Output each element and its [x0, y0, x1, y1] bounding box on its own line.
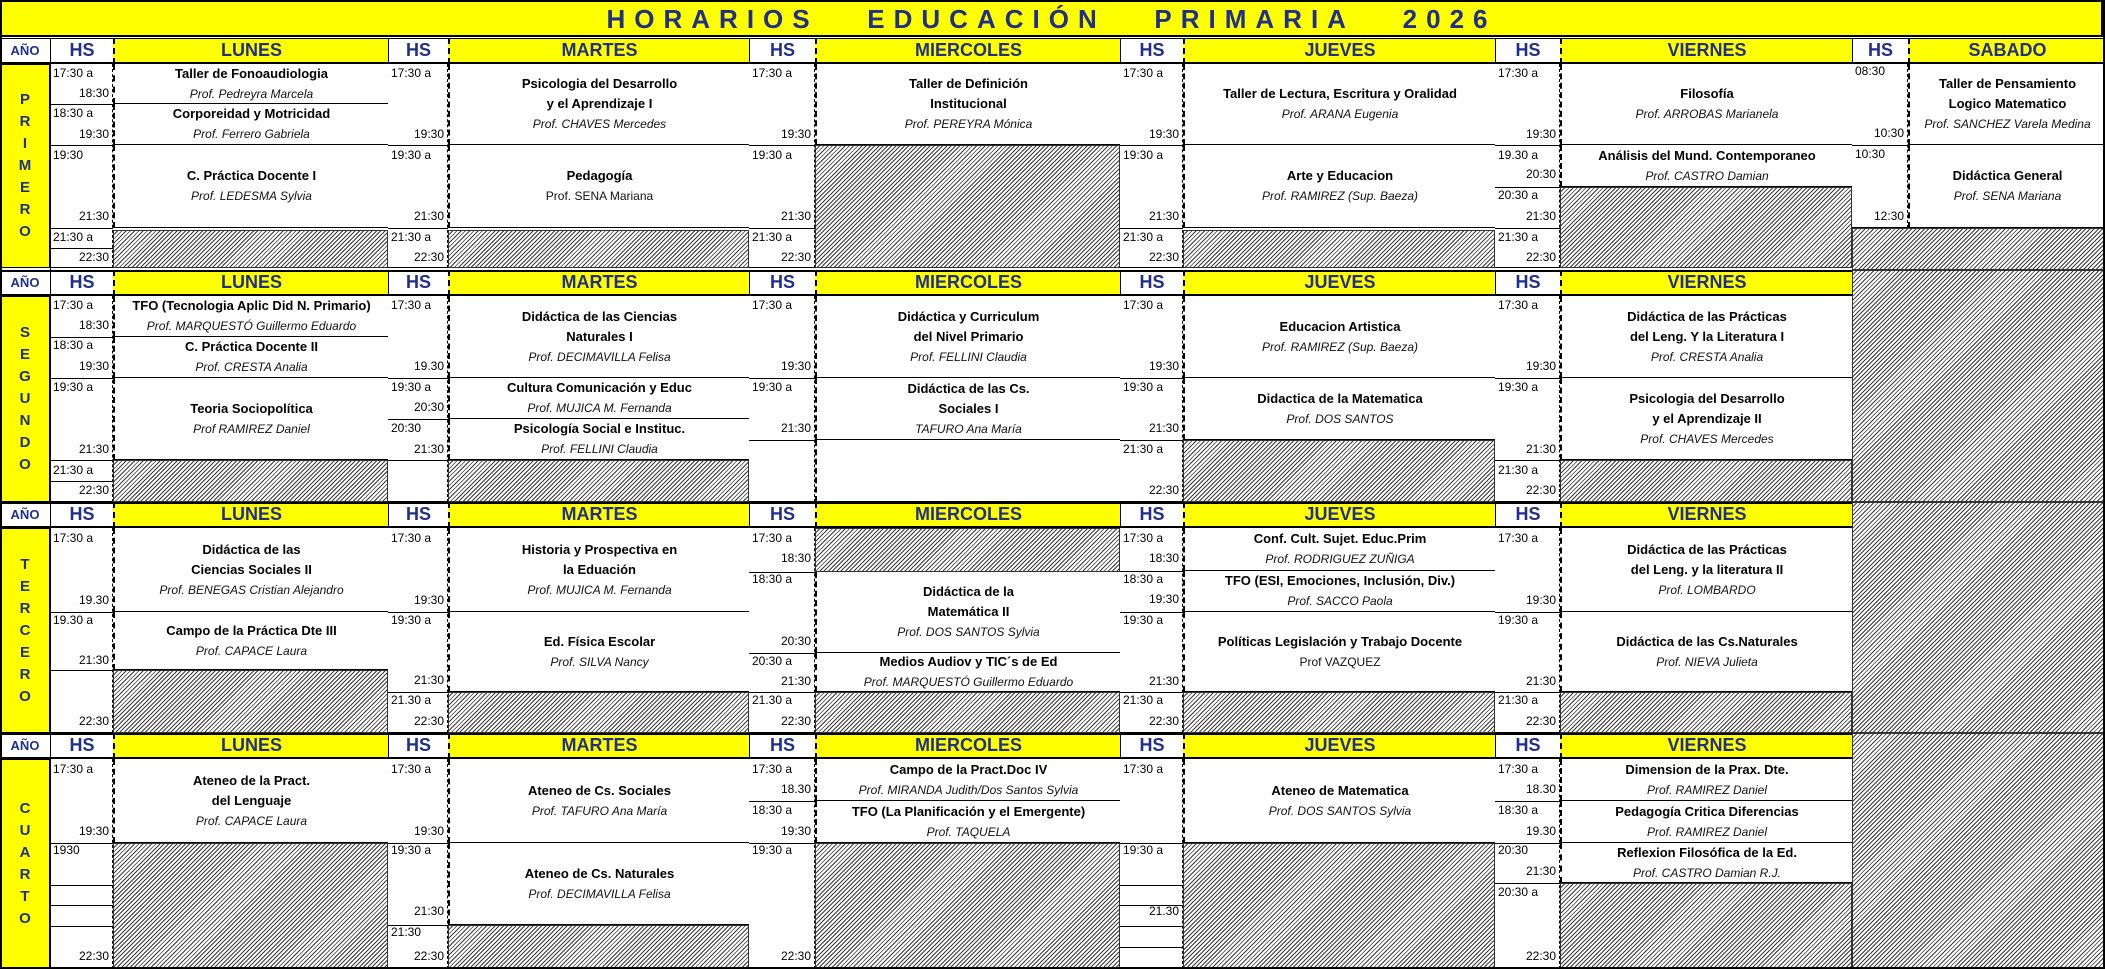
- teacher-name: Prof. RAMIREZ Daniel: [1646, 824, 1768, 839]
- time-label: 22:30: [78, 483, 109, 497]
- time-label: 17:30 a: [1123, 66, 1164, 80]
- teacher-name: Prof. PEREYRA Mónica: [904, 117, 1033, 131]
- subject-name: Educacion Artistica: [1279, 318, 1401, 334]
- day-header-viernes: VIERNES: [1560, 502, 1852, 528]
- subject-name: Historia y Prospectiva en: [521, 541, 678, 557]
- time-label: 22:30: [1148, 250, 1179, 264]
- block-separator: [0, 733, 1852, 735]
- subject-name: Filosofía: [1680, 86, 1734, 101]
- teacher-name: Prof. RAMIREZ (Sup. Baeza): [1261, 339, 1419, 354]
- teacher-name: Prof. NIEVA Julieta: [1656, 654, 1758, 669]
- teacher-name: Prof. CHAVES Mercedes: [532, 117, 667, 131]
- time-label: 18:30 a: [1498, 803, 1539, 817]
- day-header-martes: MARTES: [448, 733, 749, 759]
- teacher-name: Prof. RAMIREZ (Sup. Baeza): [1261, 189, 1419, 203]
- time-label: 19:30 a: [391, 380, 432, 394]
- hs-header: HS: [50, 733, 113, 759]
- time-label: 19:30 a: [391, 613, 432, 627]
- time-label: 22:30: [1525, 250, 1556, 264]
- time-label: 19:30 a: [53, 380, 94, 394]
- time-label: 21:30: [78, 209, 109, 223]
- teacher-name: Prof. CAPACE Laura: [195, 643, 308, 658]
- time-label: 17:30 a: [53, 531, 94, 545]
- time-label: 18:30 a: [53, 338, 94, 352]
- day-header-viernes: VIERNES: [1560, 38, 1852, 64]
- time-label: 17:30 a: [752, 66, 793, 80]
- subject-name: Didáctica de las Prácticas: [1627, 308, 1787, 324]
- hs-header: HS: [749, 270, 815, 296]
- time-label: 19:30 a: [752, 380, 793, 394]
- time-label: 21:30 a: [1498, 463, 1539, 477]
- day-header-jueves: JUEVES: [1183, 733, 1495, 759]
- time-label: 21:30: [78, 653, 109, 667]
- time-label: 22:30: [780, 250, 811, 264]
- teacher-name: Prof. ARANA Eugenia: [1281, 107, 1399, 121]
- time-label: 18:30: [78, 318, 109, 332]
- time-label: 19:30: [78, 359, 109, 373]
- time-label: 21:30: [1148, 209, 1179, 223]
- time-label: 19:30: [78, 824, 109, 838]
- day-header-miercoles: MIERCOLES: [815, 502, 1120, 528]
- time-label: 22:30: [1525, 714, 1556, 728]
- teacher-name: Prof. FELLINI Claudia: [910, 349, 1027, 364]
- time-label: 17:30 a: [391, 66, 432, 80]
- subject-name: Ateneo de la Pract.: [192, 772, 311, 788]
- time-label: 17:30 a: [53, 298, 94, 312]
- time-label: 21:30: [780, 209, 811, 223]
- time-label: 21:30 a: [1498, 230, 1539, 244]
- time-label: 20:30: [1498, 843, 1529, 857]
- subject-name: Cultura Comunicación y Educ: [507, 380, 692, 395]
- time-label: 18:30: [78, 86, 109, 100]
- teacher-name: Prof. LOMBARDO: [1658, 582, 1756, 597]
- teacher-name: Prof. CASTRO Damian R.J.: [1632, 865, 1782, 880]
- hs-header: HS: [749, 38, 815, 64]
- teacher-name: Prof. Ferrero Gabriela: [193, 127, 310, 141]
- time-label: 21:30 a: [391, 230, 432, 244]
- time-label: 19:30: [413, 593, 444, 607]
- hs-header: HS: [1852, 38, 1908, 64]
- time-label: 19:30: [413, 127, 444, 141]
- teacher-name: Prof. SENA Mariana: [545, 189, 654, 203]
- subject-name: TFO (Tecnologia Aplic Did N. Primario): [132, 298, 371, 313]
- time-label: 17:30 a: [391, 762, 432, 776]
- subject-name: Taller de Definición: [909, 76, 1028, 91]
- time-label: 19:30 a: [1123, 843, 1164, 857]
- time-label: 19:30: [780, 359, 811, 373]
- time-label: 18.30: [780, 782, 811, 796]
- hs-header: HS: [388, 270, 448, 296]
- subject-name: Sociales I: [938, 400, 999, 416]
- day-header-jueves: JUEVES: [1183, 502, 1495, 528]
- time-label: 21:30: [780, 421, 811, 435]
- hs-header: HS: [1120, 733, 1183, 759]
- time-label: 21:30: [413, 209, 444, 223]
- time-label: 18:30 a: [53, 106, 94, 120]
- time-label: 12:30: [1873, 209, 1904, 223]
- teacher-name: TAFURO Ana María: [915, 421, 1022, 436]
- teacher-name: Prof. TAFURO Ana María: [531, 803, 668, 818]
- time-label: 19:30 a: [1123, 148, 1164, 162]
- day-header-viernes: VIERNES: [1560, 733, 1852, 759]
- hs-header: HS: [388, 38, 448, 64]
- day-header-martes: MARTES: [448, 38, 749, 64]
- time-label: 18:30 a: [752, 572, 793, 586]
- teacher-name: Prof. DOS SANTOS Sylvia: [1268, 803, 1412, 818]
- time-label: 20:30: [780, 634, 811, 648]
- time-label: 20:30 a: [752, 654, 793, 668]
- ano-header: AÑO: [0, 38, 50, 64]
- day-header-viernes: VIERNES: [1560, 270, 1852, 296]
- time-label: 18.30: [1525, 782, 1556, 796]
- subject-name: Taller de Fonoaudiologia: [175, 65, 328, 81]
- time-label: 19:30: [780, 127, 811, 141]
- day-header-lunes: LUNES: [113, 38, 388, 64]
- subject-name: Teoria Sociopolítica: [190, 400, 313, 416]
- hs-header: HS: [1120, 38, 1183, 64]
- time-label: 22:30: [1525, 949, 1556, 963]
- subject-name: del Nivel Primario: [913, 328, 1024, 344]
- time-label: 19:30: [413, 824, 444, 838]
- time-label: 21:30: [78, 442, 109, 456]
- teacher-name: Prof. DOS SANTOS Sylvia: [897, 625, 1040, 639]
- subject-name: Taller de Lectura, Escritura y Oralidad: [1223, 86, 1457, 101]
- subject-name: Taller de Pensamiento: [1938, 76, 2077, 91]
- subject-name: Dimension de la Prax. Dte.: [1625, 761, 1789, 777]
- subject-name: Ateneo de Matematica: [1271, 782, 1409, 798]
- time-label: 21:30: [413, 904, 444, 918]
- block-separator: [0, 270, 1852, 272]
- time-label: 21:30: [1148, 421, 1179, 435]
- time-label: 17:30 a: [1123, 762, 1164, 776]
- teacher-name: Prof. LEDESMA Sylvia: [191, 189, 312, 203]
- subject-name: Análisis del Mund. Contemporaneo: [1598, 147, 1816, 163]
- time-label: 21:30: [1525, 864, 1556, 878]
- subject-name: Logico Matematico: [1948, 96, 2067, 111]
- time-label: 20:30 a: [1498, 188, 1539, 202]
- time-label: 21:30: [1525, 209, 1556, 223]
- teacher-name: Prof. RAMIREZ Daniel: [1646, 782, 1768, 797]
- time-label: 20:30: [1525, 167, 1556, 181]
- day-header-miercoles: MIERCOLES: [815, 270, 1120, 296]
- time-label: 21:30 a: [752, 230, 793, 244]
- time-label: 08:30: [1855, 64, 1886, 78]
- time-label: 21:30: [780, 674, 811, 688]
- teacher-name: Prof. CRESTA Analia: [195, 360, 308, 374]
- teacher-name: Prof. SENA Mariana: [1953, 189, 2062, 203]
- time-label: 19:30 a: [1123, 613, 1164, 627]
- time-label: 21:30 a: [1123, 693, 1164, 707]
- time-label: 21:30 a: [1498, 693, 1539, 707]
- subject-name: Psicologia del Desarrollo: [521, 76, 678, 91]
- ano-header: AÑO: [0, 733, 50, 759]
- subject-name: TFO (La Planificación y el Emergente): [851, 803, 1086, 819]
- hs-header: HS: [1120, 502, 1183, 528]
- time-label: 22:30: [1148, 714, 1179, 728]
- day-header-martes: MARTES: [448, 502, 749, 528]
- teacher-name: Prof. DOS SANTOS: [1286, 411, 1394, 426]
- time-label: 18:30: [780, 551, 811, 565]
- time-label: 22:30: [78, 949, 109, 963]
- time-label: 17:30 a: [752, 298, 793, 312]
- time-label: 19:30 a: [752, 843, 793, 857]
- time-label: 21:30: [413, 673, 444, 687]
- time-label: 17:30 a: [1123, 531, 1164, 545]
- time-label: 19:30 a: [391, 148, 432, 162]
- time-label: 19:30: [1148, 359, 1179, 373]
- time-label: 17:30 a: [1123, 298, 1164, 312]
- teacher-name: Prof. MARQUESTÓ Guillermo Eduardo: [863, 675, 1074, 689]
- subject-name: Psicología Social e Instituc.: [513, 421, 686, 436]
- time-label: 17:30 a: [391, 531, 432, 545]
- teacher-name: Prof. CHAVES Mercedes: [1640, 431, 1774, 446]
- subject-name: Didáctica de las Cs.Naturales: [1616, 633, 1798, 649]
- time-label: 22:30: [1148, 483, 1179, 497]
- subject-name: Arte y Educacion: [1286, 168, 1394, 183]
- subject-name: Reflexion Filosófica de la Ed.: [1617, 844, 1797, 860]
- subject-name: Didáctica de las: [202, 541, 301, 557]
- day-header-jueves: JUEVES: [1183, 38, 1495, 64]
- subject-name: Didáctica de las Ciencias: [521, 308, 678, 324]
- teacher-name: Prof. RODRIGUEZ ZUÑIGA: [1265, 552, 1415, 566]
- year-label-tercero: T E R C E R O: [0, 528, 50, 733]
- time-label: 19:30: [1525, 593, 1556, 607]
- page-title: HORARIOS EDUCACIÓN PRIMARIA 2026: [0, 0, 2103, 37]
- teacher-name: Prof. MARQUESTÓ Guillermo Eduardo: [146, 319, 357, 333]
- subject-name: Políticas Legislación y Trabajo Docente: [1217, 633, 1463, 649]
- time-label: 19:30 a: [1123, 380, 1164, 394]
- time-label: 17:30 a: [1498, 762, 1539, 776]
- time-label: 21.30: [1148, 904, 1179, 918]
- time-label: 21.30 a: [391, 693, 432, 707]
- teacher-name: Prof. MUJICA M. Fernanda: [527, 582, 672, 597]
- time-label: 19:30: [1148, 592, 1179, 606]
- teacher-name: Prof. TAQUELA: [926, 824, 1011, 839]
- time-label: 20:30 a: [1498, 885, 1539, 899]
- teacher-name: Prof. DECIMAVILLA Felisa: [528, 349, 671, 364]
- time-label: 19:30 a: [1498, 613, 1539, 627]
- time-label: 21:30 a: [53, 230, 94, 244]
- subject-name: Campo de la Práctica Dte III: [166, 622, 337, 638]
- subject-name: Pedagogía Critica Diferencias: [1615, 803, 1799, 819]
- hs-header: HS: [50, 38, 113, 64]
- subject-name: Ciencias Sociales II: [191, 561, 312, 577]
- hs-header: HS: [1495, 270, 1560, 296]
- day-header-miercoles: MIERCOLES: [815, 733, 1120, 759]
- subject-name: Didactica de la Matematica: [1257, 390, 1423, 406]
- hs-header: HS: [50, 502, 113, 528]
- time-label: 21:30 a: [53, 463, 94, 477]
- time-label: 19.30: [413, 359, 444, 373]
- subject-name: Ateneo de Cs. Naturales: [524, 865, 675, 881]
- subject-name: C. Práctica Docente II: [185, 339, 318, 354]
- time-label: 20:30: [391, 421, 422, 435]
- subject-name: y el Aprendizaje I: [546, 96, 653, 111]
- time-label: 19:30 a: [1498, 380, 1539, 394]
- teacher-name: Prof. DECIMAVILLA Felisa: [528, 886, 671, 901]
- subject-name: Pedagogía: [566, 168, 633, 183]
- year-label-segundo: S E G U N D O: [0, 296, 50, 502]
- subject-name: Didáctica de las Prácticas: [1627, 541, 1787, 557]
- time-label: 18:30 a: [752, 803, 793, 817]
- time-label: 21:30: [1525, 442, 1556, 456]
- subject-name: del Leng. y la literatura II: [1630, 561, 1784, 577]
- hs-header: HS: [388, 502, 448, 528]
- time-label: 17:30 a: [1498, 66, 1539, 80]
- time-label: 17:30 a: [53, 762, 94, 776]
- day-header-lunes: LUNES: [113, 502, 388, 528]
- teacher-name: Prof RAMIREZ Daniel: [193, 421, 310, 436]
- time-label: 21:30 a: [1123, 230, 1164, 244]
- time-label: 22:30: [413, 949, 444, 963]
- subject-name: Didáctica y Curriculum: [897, 308, 1040, 324]
- time-label: 19:30: [1525, 127, 1556, 141]
- teacher-name: Prof. Pedreyra Marcela: [189, 86, 314, 101]
- time-label: 17:30 a: [391, 298, 432, 312]
- teacher-name: Prof. MIRANDA Judith/Dos Santos Sylvia: [858, 782, 1079, 797]
- subject-name: del Leng. Y la Literatura I: [1629, 328, 1785, 344]
- ano-header: AÑO: [0, 270, 50, 296]
- teacher-name: Prof. FELLINI Claudia: [541, 442, 658, 456]
- time-label: 18:30 a: [1123, 572, 1164, 586]
- time-label: 21:30: [413, 442, 444, 456]
- time-label: 10:30: [1855, 147, 1886, 161]
- teacher-name: Prof. MUJICA M. Fernanda: [527, 401, 672, 415]
- time-label: 19:30: [78, 127, 109, 141]
- time-label: 17:30 a: [752, 531, 793, 545]
- hs-header: HS: [749, 502, 815, 528]
- teacher-name: Prof. CASTRO Damian: [1645, 168, 1769, 183]
- time-label: 21:30: [1148, 674, 1179, 688]
- time-label: 17:30 a: [1498, 531, 1539, 545]
- time-label: 22:30: [413, 714, 444, 728]
- subject-name: Psicologia del Desarrollo: [1629, 390, 1785, 406]
- time-label: 19.30 a: [1498, 148, 1539, 162]
- time-label: 17:30 a: [752, 762, 793, 776]
- subject-name: Ed. Física Escolar: [543, 633, 656, 649]
- time-label: 20:30: [413, 400, 444, 414]
- teacher-name: Prof. ARROBAS Marianela: [1635, 107, 1779, 121]
- subject-name: Conf. Cult. Sujet. Educ.Prim: [1253, 531, 1427, 546]
- time-label: 19:30 a: [752, 148, 793, 162]
- time-label: 10:30: [1873, 126, 1904, 140]
- day-header-sabado: SABADO: [1908, 38, 2105, 64]
- day-header-lunes: LUNES: [113, 270, 388, 296]
- subject-name: Campo de la Pract.Doc IV: [889, 761, 1048, 777]
- time-label: 21:30: [1525, 674, 1556, 688]
- subject-name: Matemática II: [927, 604, 1010, 619]
- hs-header: HS: [50, 270, 113, 296]
- time-label: 1930: [53, 843, 80, 857]
- time-label: 21:30: [391, 925, 422, 939]
- subject-name: Medios Audiov y TIC´s de Ed: [879, 654, 1058, 669]
- teacher-name: Prof. SILVA Nancy: [550, 654, 649, 669]
- subject-name: Corporeidad y Motricidad: [172, 106, 331, 121]
- day-header-jueves: JUEVES: [1183, 270, 1495, 296]
- time-label: 19.30 a: [53, 613, 94, 627]
- year-label-primero: P R I M E R O: [0, 64, 50, 268]
- teacher-name: Prof VAZQUEZ: [1299, 654, 1381, 669]
- subject-name: C. Práctica Docente I: [186, 168, 317, 183]
- subject-name: del Lenguaje: [211, 792, 292, 808]
- time-label: 19:30: [1148, 127, 1179, 141]
- hs-header: HS: [1495, 38, 1560, 64]
- teacher-name: Prof. BENEGAS Cristian Alejandro: [159, 582, 344, 597]
- subject-name: Didáctica de la: [922, 584, 1015, 599]
- subject-name: TFO (ESI, Emociones, Inclusión, Div.): [1224, 573, 1456, 588]
- time-label: 19.30: [78, 593, 109, 607]
- time-label: 22:30: [780, 949, 811, 963]
- block-separator: [0, 502, 1852, 504]
- ano-header: AÑO: [0, 502, 50, 528]
- subject-name: y el Aprendizaje II: [1652, 410, 1762, 426]
- subject-name: Institucional: [930, 96, 1007, 111]
- time-label: 22:30: [1525, 483, 1556, 497]
- teacher-name: Prof. CAPACE Laura: [195, 813, 308, 828]
- time-label: 22:30: [78, 250, 109, 264]
- hs-header: HS: [1120, 270, 1183, 296]
- time-label: 21:30 a: [1123, 442, 1164, 456]
- teacher-name: Prof. SANCHEZ Varela Medina: [1924, 117, 2091, 131]
- day-header-lunes: LUNES: [113, 733, 388, 759]
- time-label: 22:30: [78, 714, 109, 728]
- time-label: 19.30: [1525, 824, 1556, 838]
- time-label: 19:30: [1525, 359, 1556, 373]
- time-label: 18:30: [1148, 551, 1179, 565]
- subject-name: Ateneo de Cs. Sociales: [527, 782, 672, 798]
- hs-header: HS: [1495, 733, 1560, 759]
- time-label: 19:30: [780, 824, 811, 838]
- time-label: 19:30 a: [391, 843, 432, 857]
- hs-header: HS: [388, 733, 448, 759]
- time-label: 17:30 a: [1498, 298, 1539, 312]
- day-header-miercoles: MIERCOLES: [815, 38, 1120, 64]
- teacher-name: Prof. SACCO Paola: [1287, 594, 1393, 608]
- subject-name: la Eduación: [563, 561, 636, 577]
- teacher-name: Prof. CRESTA Analia: [1650, 349, 1764, 364]
- time-label: 17:30 a: [53, 66, 94, 80]
- subject-name: Didáctica General: [1952, 168, 2063, 183]
- subject-name: Didáctica de las Cs.: [907, 380, 1030, 396]
- time-label: 22:30: [780, 714, 811, 728]
- year-label-cuarto: C U A R T O: [0, 759, 50, 969]
- time-label: 19:30: [53, 148, 84, 162]
- hs-header: HS: [1495, 502, 1560, 528]
- time-label: 22:30: [413, 250, 444, 264]
- hs-header: HS: [749, 733, 815, 759]
- time-label: 21.30 a: [752, 693, 793, 707]
- subject-name: Naturales I: [566, 328, 633, 344]
- day-header-martes: MARTES: [448, 270, 749, 296]
